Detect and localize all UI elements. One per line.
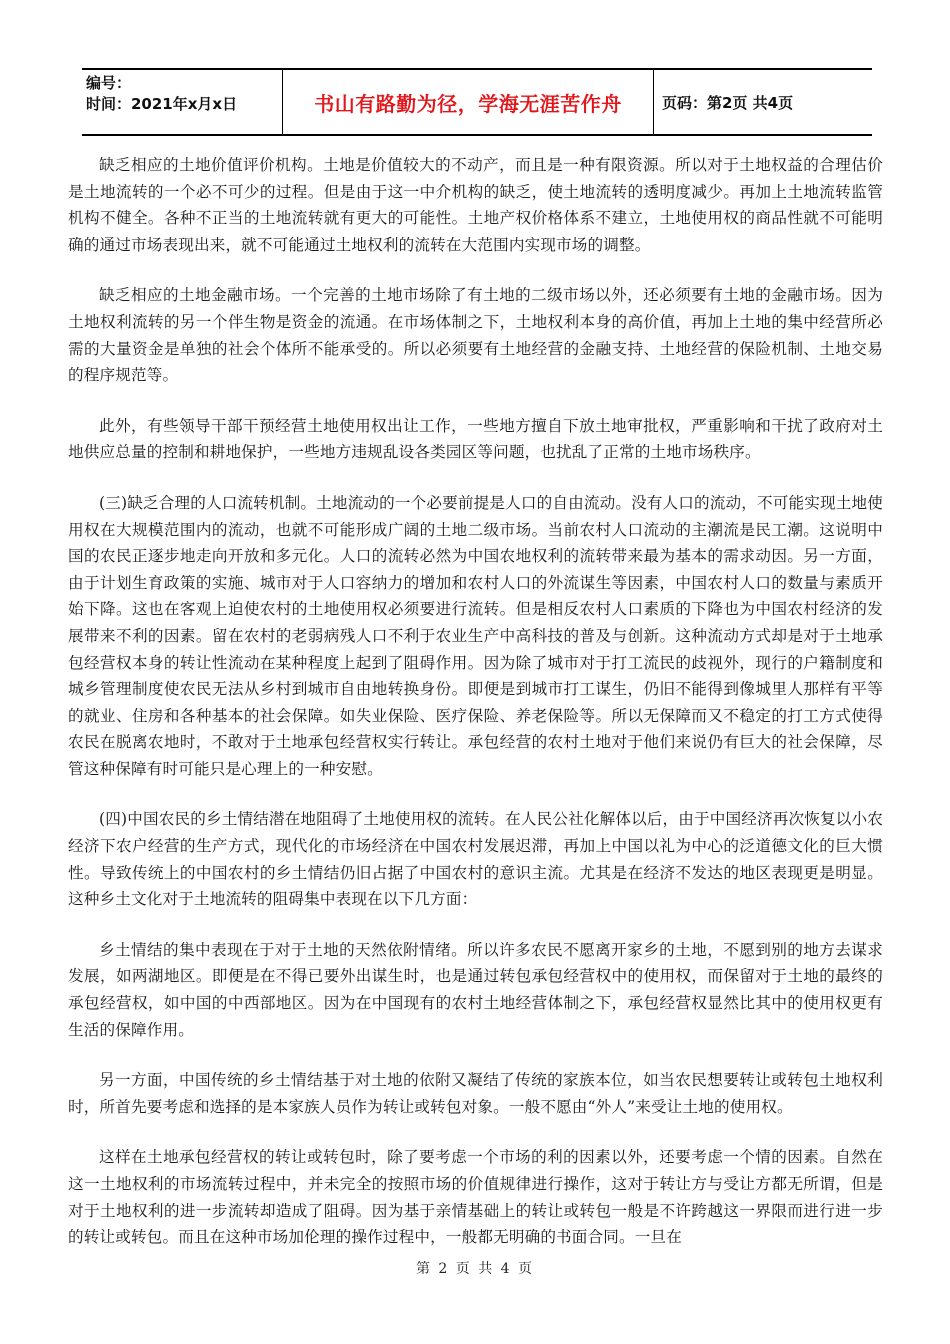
document-time-label: 时间：2021年x月x日 [86, 95, 238, 113]
document-body [68, 152, 883, 1275]
body-paragraph-2: 缺乏相应的土地金融市场。一个完善的土地市场除了有土地的二级市场以外，还必须要有土地的金融市场。因为土地权利流转的另一个伴生物是资金的流通。在市场体制之下，土地权利本身的高价值，再加上土地的集中经营所必需的大量资金是单独的社会个体所不能承受的。所以必须要有土地经营的金融支持、土地经营的保险机制、土地交易的程序规范等。 [68, 286, 883, 385]
header-page-code: 页码：第2页 共4页 [662, 93, 794, 112]
body-paragraph-8: 这样在土地承包经营权的转让或转包时，除了要考虑一个市场的利的因素以外，还要考虑一个情的因素。自然在这一土地权利的市场流转过程中，并未完全的按照市场的价值规律进行操作，这对于转让方与受让方都无所谓，但是对于土地权利的进一步流转却造成了阻碍。因为基于亲情基础上的转让或转包一般是不许跨越这一界限而进行进一步的转让或转包。而且在这种市场加伦理的操作过程中，一般都无明确的书面合同。一旦在 [68, 1148, 883, 1247]
body-paragraph-3: 此外，有些领导干部干预经营土地使用权出让工作，一些地方擅自下放土地审批权，严重影响和干扰了政府对土地供应总量的控制和耕地保护，一些地方违规乱设各类园区等问题，也扰乱了正常的土地市场秩序。 [68, 416, 883, 462]
body-paragraph-7: 另一方面，中国传统的乡土情结基于对土地的依附又凝结了传统的家族本位，如当农民想要转让或转包土地权利时，所首先要考虑和选择的是本家族人员作为转让或转包对象。一般不愿由“外人”来受让土地的使用权。 [68, 1071, 883, 1116]
body-paragraph-4: (三)缺乏合理的人口流转机制。土地流动的一个必要前提是人口的自由流动。没有人口的流动，不可能实现土地使用权在大规模范围内的流动，也就不可能形成广阔的土地二级市场。当前农村人口流动的主潮流是民工潮。这说明中国的农民正逐步地走向开放和多元化。人口的流转必然为中国农地权利的流转带来最为基本的需求动因。另一方面，由于计划生育政策的实施、城市对于人口容纳力的增加和农村人口的外流谋生等因素，中国农村人口的数量与素质开始下降。这也在客观上迫使农村的土地使用权必须要进行流转。但是相反农村人口素质的下降也为中国农村经济的发展带来不利的因素。留在农村的老弱病残人口不利于农业生产中高科技的普及与创新。这种流动方式却是对于土地承包经营权本身的转让性流动在某种程度上起到了阻碍作用。因为除了城市对于打工流民的歧视外，现行的户籍制度和城乡管理制度使农民无法从乡村到城市自由地转换身份。即便是到城市打工谋生，仍旧不能得到像城里人那样有平等的就业、住房和各种基本的社会保障。如失业保险、医疗保险、养老保险等。所以无保障而又不稳定的打工方式使得农民在脱离农地时，不敢对于土地承包经营权实行转让。承包经营的农村土地对于他们来说仍有巨大的社会保障，尽管这种保障有时可能只是心理上的一种安慰。 [68, 493, 883, 778]
body-paragraph-1: 缺乏相应的土地价值评价机构。土地是价值较大的不动产，而且是一种有限资源。所以对于土地权益的合理估价是土地流转的一个必不可少的过程。但是由于这一中介机构的缺乏，使土地流转的透明度减少。再加上土地流转监管机构不健全。各种不正当的土地流转就有更大的可能性。土地产权价格体系不建立，土地使用权的商品性就不可能明确的通过市场表现出来，就不可能通过土地权利的流转在大范围内实现市场的调整。 [68, 156, 883, 254]
document-header [82, 68, 872, 136]
header-motto: 书山有路勤为径，学海无涯苦作舟 [282, 70, 654, 134]
body-paragraph-5: (四)中国农民的乡土情结潜在地阻碍了土地使用权的流转。在人民公社化解体以后，由于中国经济再次恢复以小农经济下农户经营的生产方式，现代化的市场经济在中国农村发展迟滞，再加上中国以礼为中心的泛道德文化的巨大惯性。导致传统上的中国农村的乡土情结仍旧占据了中国农村的意识主流。尤其是在经济不发达的地区表现更是明显。这种乡土文化对于土地流转的阻碍集中表现在以下几方面： [68, 810, 883, 909]
page-footer: 第 2 页 共 4 页 [415, 1261, 535, 1277]
body-paragraph-6: 乡土情结的集中表现在于对于土地的天然依附情绪。所以许多农民不愿离开家乡的土地，不愿到别的地方去谋求发展，如两湖地区。即便是在不得已要外出谋生时，也是通过转包承包经营权中的使用权，而保留对于土地的最终的承包经营权，如中国的中西部地区。因为在中国现有的农村土地经营体制之下，承包经营权显然比其中的使用权更有生活的保障作用。 [68, 940, 883, 1039]
document-number-label: 编号： [86, 74, 132, 92]
header-meta [82, 70, 282, 134]
